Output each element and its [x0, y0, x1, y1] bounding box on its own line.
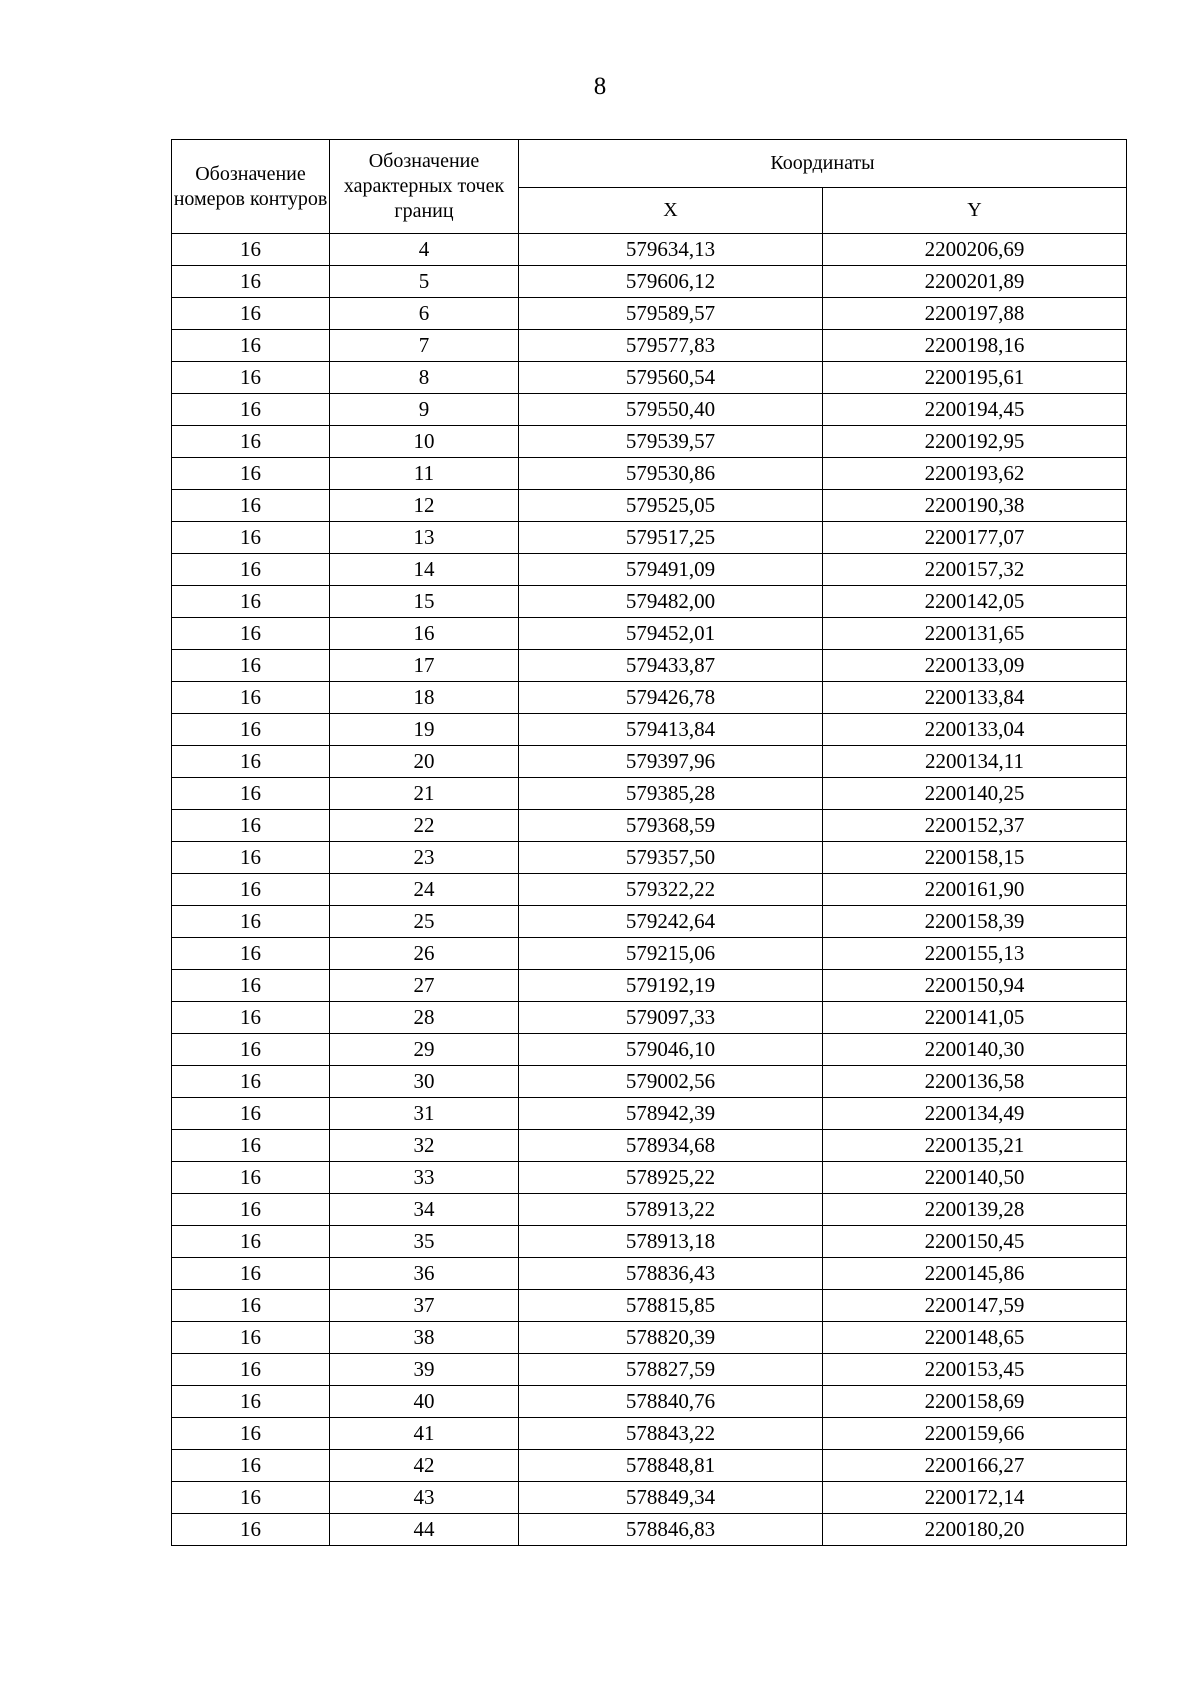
table-row	[172, 1354, 1127, 1386]
cell-y-coordinate: 2200155,13	[823, 938, 1127, 970]
cell-point-number: 11	[330, 458, 519, 490]
cell-contour-number: 16	[172, 1418, 330, 1450]
cell-point-number: 40	[330, 1386, 519, 1418]
cell-x-coordinate: 578836,43	[519, 1258, 823, 1290]
cell-x-coordinate: 579577,83	[519, 330, 823, 362]
cell-contour-number: 16	[172, 586, 330, 618]
cell-point-number: 5	[330, 266, 519, 298]
cell-y-coordinate: 2200172,14	[823, 1482, 1127, 1514]
page-number: 8	[593, 73, 607, 100]
cell-contour-number: 16	[172, 714, 330, 746]
cell-contour-number: 16	[172, 810, 330, 842]
cell-y-coordinate: 2200131,65	[823, 618, 1127, 650]
table-row	[172, 1162, 1127, 1194]
table-row	[172, 586, 1127, 618]
table-row	[172, 426, 1127, 458]
cell-point-number: 8	[330, 362, 519, 394]
cell-point-number: 25	[330, 906, 519, 938]
cell-contour-number: 16	[172, 1322, 330, 1354]
cell-x-coordinate: 579560,54	[519, 362, 823, 394]
cell-x-coordinate: 578848,81	[519, 1450, 823, 1482]
table-row	[172, 618, 1127, 650]
cell-x-coordinate: 578925,22	[519, 1162, 823, 1194]
cell-x-coordinate: 578827,59	[519, 1354, 823, 1386]
cell-x-coordinate: 579530,86	[519, 458, 823, 490]
cell-y-coordinate: 2200152,37	[823, 810, 1127, 842]
table-row	[172, 746, 1127, 778]
cell-y-coordinate: 2200150,45	[823, 1226, 1127, 1258]
cell-y-coordinate: 2200134,11	[823, 746, 1127, 778]
cell-x-coordinate: 579426,78	[519, 682, 823, 714]
cell-contour-number: 16	[172, 778, 330, 810]
cell-y-coordinate: 2200140,30	[823, 1034, 1127, 1066]
cell-x-coordinate: 579385,28	[519, 778, 823, 810]
cell-point-number: 42	[330, 1450, 519, 1482]
cell-contour-number: 16	[172, 1130, 330, 1162]
table-row	[172, 938, 1127, 970]
cell-point-number: 20	[330, 746, 519, 778]
cell-y-coordinate: 2200158,15	[823, 842, 1127, 874]
cell-x-coordinate: 579097,33	[519, 1002, 823, 1034]
cell-x-coordinate: 579634,13	[519, 234, 823, 266]
cell-point-number: 37	[330, 1290, 519, 1322]
cell-contour-number: 16	[172, 426, 330, 458]
table-header	[172, 140, 1127, 234]
cell-point-number: 9	[330, 394, 519, 426]
table-row	[172, 1450, 1127, 1482]
cell-point-number: 4	[330, 234, 519, 266]
header-coordinates: Координаты	[519, 140, 1127, 188]
cell-point-number: 27	[330, 970, 519, 1002]
cell-y-coordinate: 2200140,25	[823, 778, 1127, 810]
cell-y-coordinate: 2200136,58	[823, 1066, 1127, 1098]
cell-x-coordinate: 579433,87	[519, 650, 823, 682]
table-row	[172, 1034, 1127, 1066]
cell-x-coordinate: 579517,25	[519, 522, 823, 554]
cell-point-number: 38	[330, 1322, 519, 1354]
table-row	[172, 970, 1127, 1002]
table-row	[172, 1098, 1127, 1130]
cell-contour-number: 16	[172, 618, 330, 650]
cell-contour-number: 16	[172, 234, 330, 266]
cell-y-coordinate: 2200150,94	[823, 970, 1127, 1002]
cell-point-number: 30	[330, 1066, 519, 1098]
cell-contour-number: 16	[172, 1514, 330, 1546]
cell-contour-number: 16	[172, 362, 330, 394]
cell-point-number: 7	[330, 330, 519, 362]
cell-x-coordinate: 579550,40	[519, 394, 823, 426]
header-y: Y	[823, 188, 1127, 234]
cell-contour-number: 16	[172, 554, 330, 586]
cell-x-coordinate: 579491,09	[519, 554, 823, 586]
cell-y-coordinate: 2200148,65	[823, 1322, 1127, 1354]
cell-x-coordinate: 579322,22	[519, 874, 823, 906]
cell-contour-number: 16	[172, 906, 330, 938]
cell-point-number: 32	[330, 1130, 519, 1162]
cell-x-coordinate: 579357,50	[519, 842, 823, 874]
cell-contour-number: 16	[172, 522, 330, 554]
cell-x-coordinate: 579046,10	[519, 1034, 823, 1066]
cell-x-coordinate: 579002,56	[519, 1066, 823, 1098]
cell-x-coordinate: 579413,84	[519, 714, 823, 746]
cell-point-number: 10	[330, 426, 519, 458]
cell-contour-number: 16	[172, 1482, 330, 1514]
table-row	[172, 522, 1127, 554]
table-row	[172, 298, 1127, 330]
cell-x-coordinate: 578820,39	[519, 1322, 823, 1354]
cell-x-coordinate: 578913,18	[519, 1226, 823, 1258]
cell-y-coordinate: 2200166,27	[823, 1450, 1127, 1482]
table-row	[172, 778, 1127, 810]
cell-point-number: 15	[330, 586, 519, 618]
cell-contour-number: 16	[172, 330, 330, 362]
cell-y-coordinate: 2200159,66	[823, 1418, 1127, 1450]
cell-y-coordinate: 2200157,32	[823, 554, 1127, 586]
cell-y-coordinate: 2200145,86	[823, 1258, 1127, 1290]
cell-point-number: 35	[330, 1226, 519, 1258]
cell-contour-number: 16	[172, 1450, 330, 1482]
cell-point-number: 24	[330, 874, 519, 906]
cell-point-number: 26	[330, 938, 519, 970]
cell-point-number: 21	[330, 778, 519, 810]
cell-x-coordinate: 579368,59	[519, 810, 823, 842]
cell-x-coordinate: 579192,19	[519, 970, 823, 1002]
cell-x-coordinate: 579482,00	[519, 586, 823, 618]
table-row	[172, 1482, 1127, 1514]
table-row	[172, 1258, 1127, 1290]
table-row	[172, 458, 1127, 490]
cell-y-coordinate: 2200134,49	[823, 1098, 1127, 1130]
cell-contour-number: 16	[172, 746, 330, 778]
table-row	[172, 650, 1127, 682]
cell-point-number: 13	[330, 522, 519, 554]
cell-point-number: 44	[330, 1514, 519, 1546]
cell-point-number: 14	[330, 554, 519, 586]
cell-x-coordinate: 579242,64	[519, 906, 823, 938]
cell-point-number: 6	[330, 298, 519, 330]
cell-x-coordinate: 579589,57	[519, 298, 823, 330]
cell-contour-number: 16	[172, 490, 330, 522]
cell-point-number: 43	[330, 1482, 519, 1514]
cell-point-number: 12	[330, 490, 519, 522]
cell-y-coordinate: 2200201,89	[823, 266, 1127, 298]
cell-y-coordinate: 2200139,28	[823, 1194, 1127, 1226]
cell-y-coordinate: 2200190,38	[823, 490, 1127, 522]
cell-x-coordinate: 578934,68	[519, 1130, 823, 1162]
cell-contour-number: 16	[172, 1098, 330, 1130]
cell-contour-number: 16	[172, 1290, 330, 1322]
cell-y-coordinate: 2200133,09	[823, 650, 1127, 682]
cell-y-coordinate: 2200180,20	[823, 1514, 1127, 1546]
cell-point-number: 22	[330, 810, 519, 842]
cell-x-coordinate: 579452,01	[519, 618, 823, 650]
coordinates-table	[171, 139, 1127, 1546]
cell-point-number: 29	[330, 1034, 519, 1066]
table-row	[172, 1290, 1127, 1322]
table-row	[172, 1194, 1127, 1226]
cell-contour-number: 16	[172, 1258, 330, 1290]
table-row	[172, 1322, 1127, 1354]
cell-point-number: 23	[330, 842, 519, 874]
header-contour-number: Обозначение номеров контуров	[172, 140, 330, 234]
cell-point-number: 16	[330, 618, 519, 650]
cell-x-coordinate: 578846,83	[519, 1514, 823, 1546]
cell-y-coordinate: 2200133,84	[823, 682, 1127, 714]
table-row	[172, 1514, 1127, 1546]
table-row	[172, 682, 1127, 714]
cell-x-coordinate: 578849,34	[519, 1482, 823, 1514]
cell-y-coordinate: 2200195,61	[823, 362, 1127, 394]
cell-point-number: 33	[330, 1162, 519, 1194]
cell-point-number: 19	[330, 714, 519, 746]
cell-point-number: 39	[330, 1354, 519, 1386]
cell-x-coordinate: 578913,22	[519, 1194, 823, 1226]
cell-y-coordinate: 2200158,39	[823, 906, 1127, 938]
header-boundary-point: Обозначение характерных точек границ	[330, 140, 519, 234]
cell-x-coordinate: 579215,06	[519, 938, 823, 970]
cell-y-coordinate: 2200192,95	[823, 426, 1127, 458]
cell-y-coordinate: 2200206,69	[823, 234, 1127, 266]
cell-contour-number: 16	[172, 458, 330, 490]
cell-contour-number: 16	[172, 298, 330, 330]
cell-contour-number: 16	[172, 1034, 330, 1066]
table-row	[172, 1130, 1127, 1162]
cell-x-coordinate: 578942,39	[519, 1098, 823, 1130]
cell-contour-number: 16	[172, 1066, 330, 1098]
table-row	[172, 810, 1127, 842]
cell-contour-number: 16	[172, 1194, 330, 1226]
table-row	[172, 1418, 1127, 1450]
cell-x-coordinate: 578843,22	[519, 1418, 823, 1450]
cell-contour-number: 16	[172, 874, 330, 906]
table-row	[172, 1002, 1127, 1034]
table-row	[172, 394, 1127, 426]
cell-contour-number: 16	[172, 1226, 330, 1258]
table-row	[172, 554, 1127, 586]
table-row	[172, 1066, 1127, 1098]
cell-x-coordinate: 578840,76	[519, 1386, 823, 1418]
cell-y-coordinate: 2200135,21	[823, 1130, 1127, 1162]
table-row	[172, 234, 1127, 266]
cell-y-coordinate: 2200193,62	[823, 458, 1127, 490]
table-row	[172, 714, 1127, 746]
cell-point-number: 34	[330, 1194, 519, 1226]
cell-contour-number: 16	[172, 1386, 330, 1418]
cell-y-coordinate: 2200147,59	[823, 1290, 1127, 1322]
cell-contour-number: 16	[172, 1002, 330, 1034]
cell-y-coordinate: 2200140,50	[823, 1162, 1127, 1194]
cell-x-coordinate: 579525,05	[519, 490, 823, 522]
cell-y-coordinate: 2200142,05	[823, 586, 1127, 618]
cell-contour-number: 16	[172, 266, 330, 298]
cell-point-number: 18	[330, 682, 519, 714]
cell-y-coordinate: 2200177,07	[823, 522, 1127, 554]
cell-y-coordinate: 2200194,45	[823, 394, 1127, 426]
cell-point-number: 36	[330, 1258, 519, 1290]
cell-contour-number: 16	[172, 682, 330, 714]
cell-point-number: 31	[330, 1098, 519, 1130]
table-body	[172, 234, 1127, 1546]
cell-contour-number: 16	[172, 970, 330, 1002]
cell-point-number: 17	[330, 650, 519, 682]
cell-x-coordinate: 579606,12	[519, 266, 823, 298]
table-row	[172, 906, 1127, 938]
cell-contour-number: 16	[172, 842, 330, 874]
cell-y-coordinate: 2200158,69	[823, 1386, 1127, 1418]
cell-y-coordinate: 2200133,04	[823, 714, 1127, 746]
cell-y-coordinate: 2200161,90	[823, 874, 1127, 906]
cell-contour-number: 16	[172, 1162, 330, 1194]
cell-point-number: 28	[330, 1002, 519, 1034]
cell-y-coordinate: 2200153,45	[823, 1354, 1127, 1386]
table-row	[172, 1226, 1127, 1258]
cell-y-coordinate: 2200197,88	[823, 298, 1127, 330]
cell-y-coordinate: 2200198,16	[823, 330, 1127, 362]
table-row	[172, 330, 1127, 362]
cell-contour-number: 16	[172, 1354, 330, 1386]
table-row	[172, 1386, 1127, 1418]
cell-x-coordinate: 579539,57	[519, 426, 823, 458]
cell-contour-number: 16	[172, 938, 330, 970]
header-x: X	[519, 188, 823, 234]
table-row	[172, 842, 1127, 874]
cell-x-coordinate: 578815,85	[519, 1290, 823, 1322]
cell-contour-number: 16	[172, 650, 330, 682]
cell-x-coordinate: 579397,96	[519, 746, 823, 778]
table-row	[172, 490, 1127, 522]
table-row	[172, 266, 1127, 298]
cell-point-number: 41	[330, 1418, 519, 1450]
table-row	[172, 874, 1127, 906]
table-row	[172, 362, 1127, 394]
cell-contour-number: 16	[172, 394, 330, 426]
cell-y-coordinate: 2200141,05	[823, 1002, 1127, 1034]
